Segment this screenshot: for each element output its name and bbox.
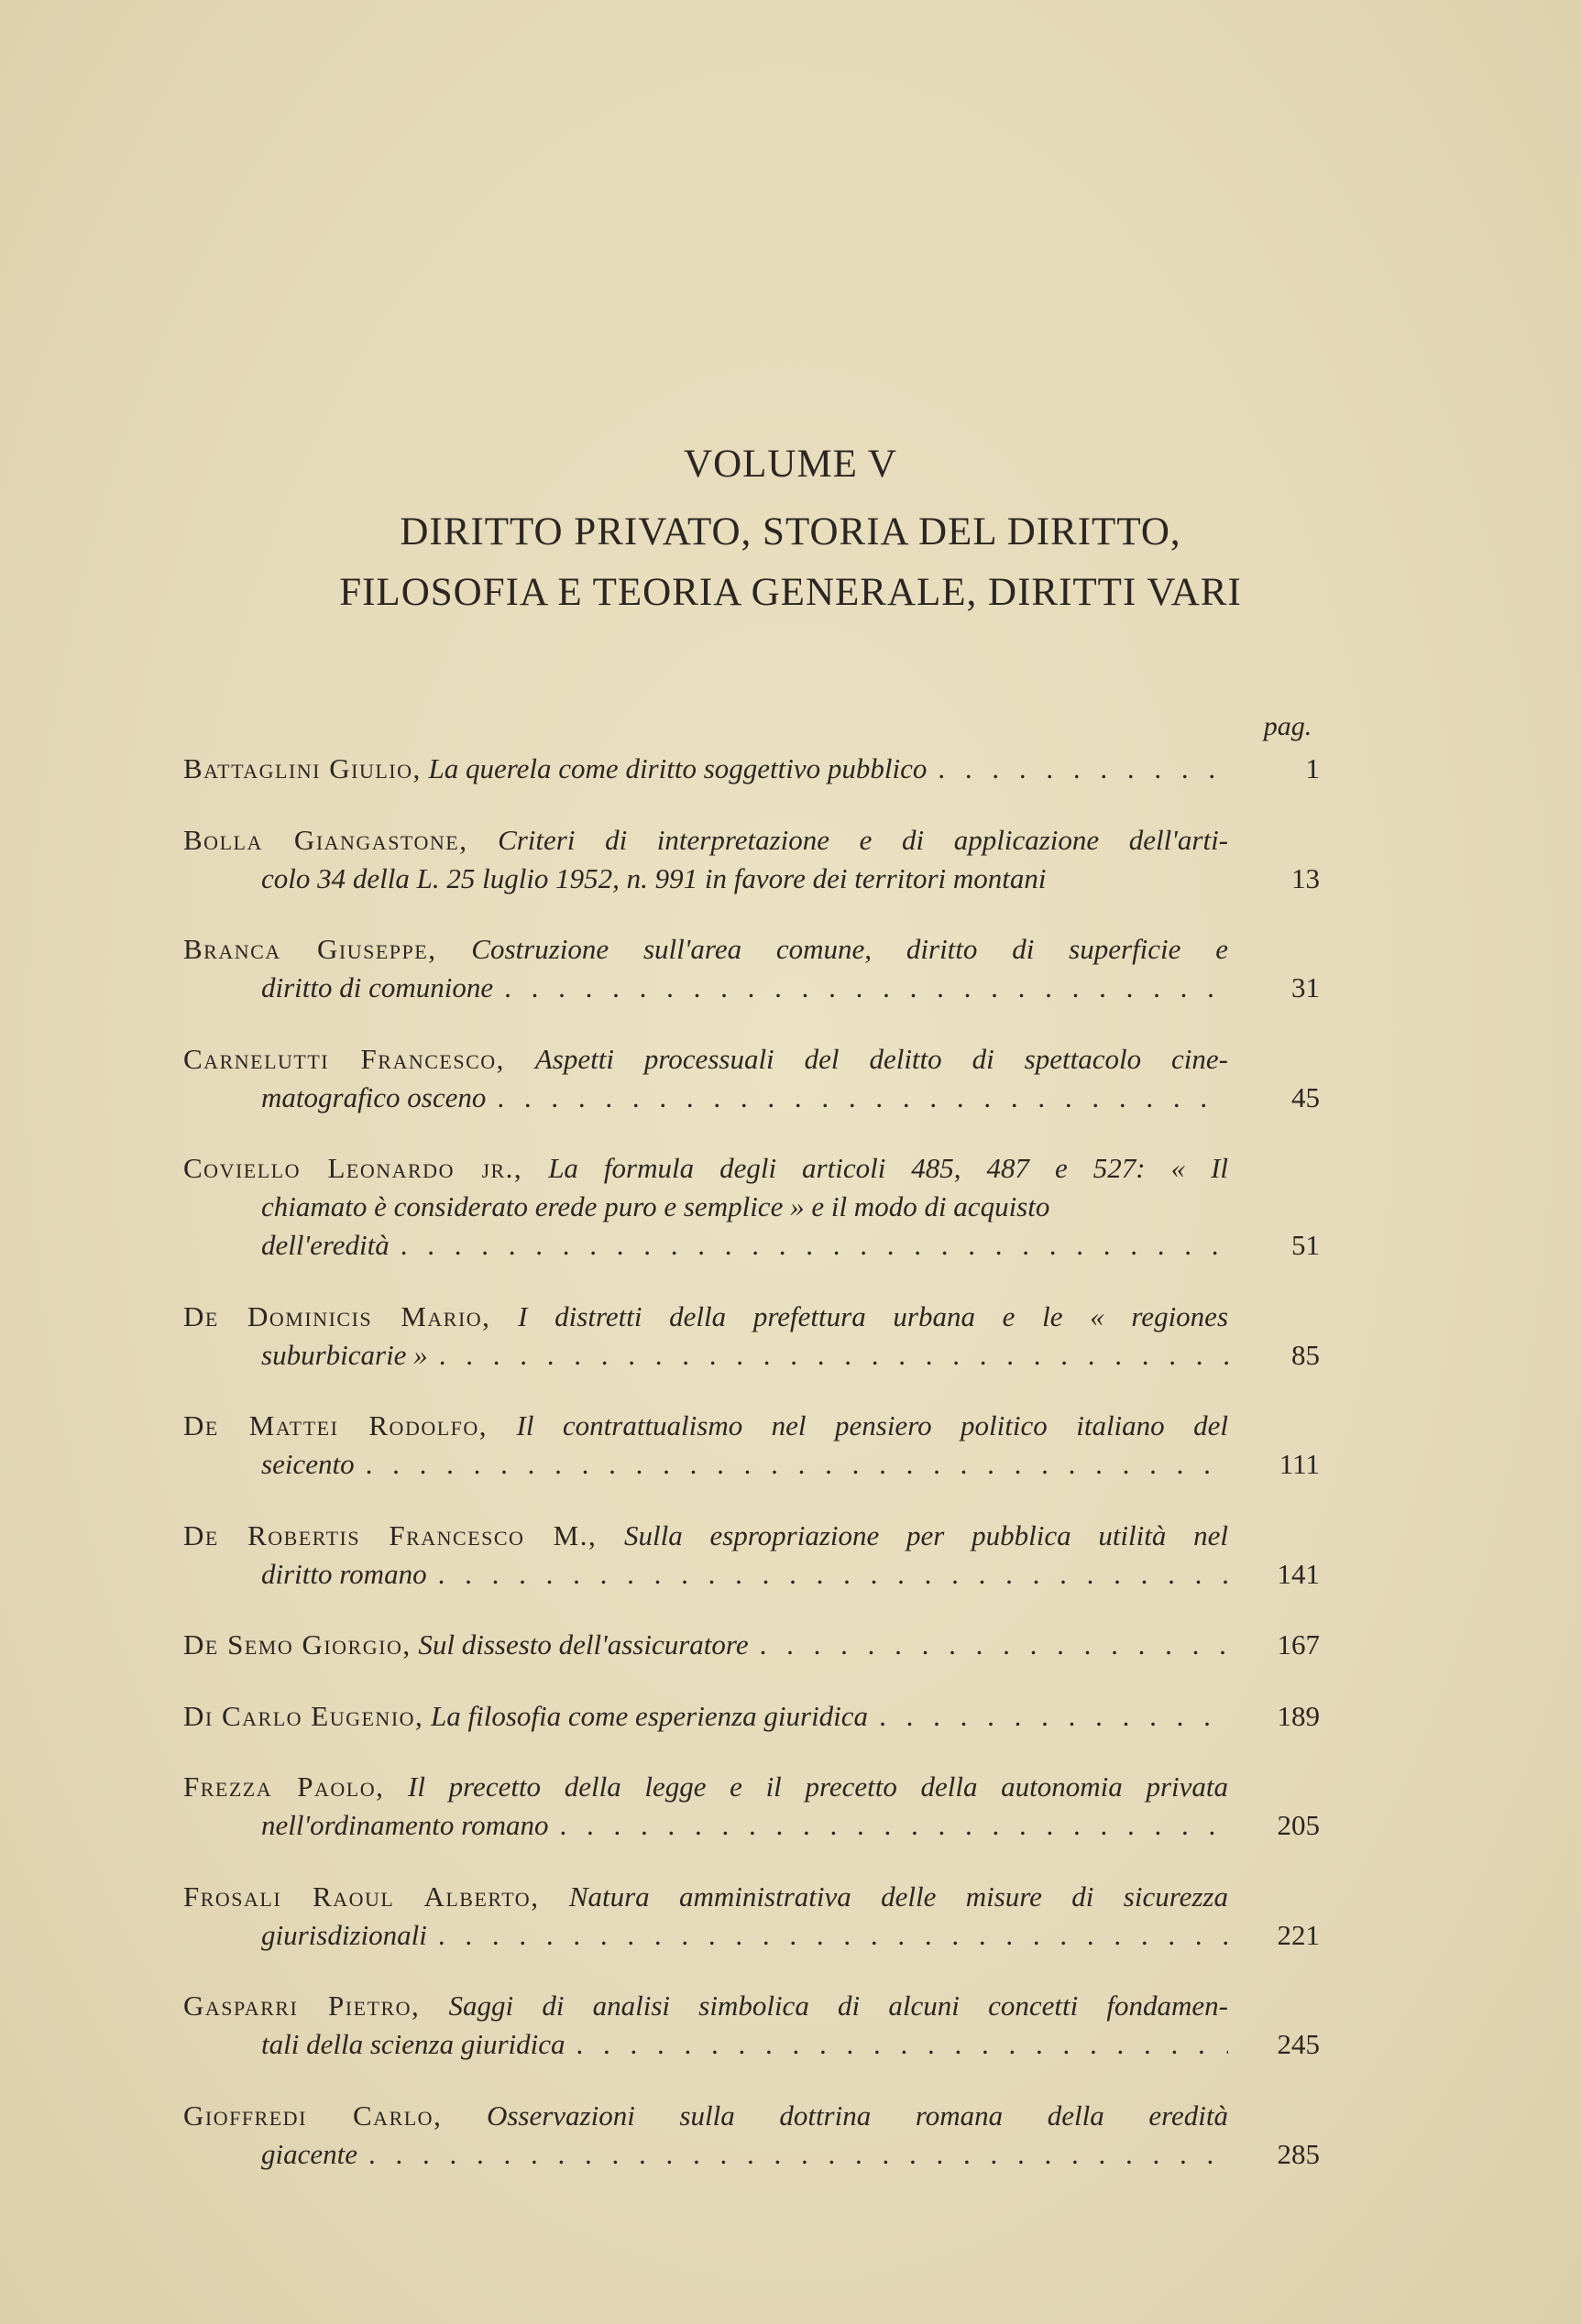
entry-author: De Dominicis Mario, xyxy=(183,1299,491,1332)
toc-entry xyxy=(183,1407,1320,1484)
entry-page-number: 45 xyxy=(1291,1080,1320,1113)
entry-title: La querela come diritto soggettivo pubblico xyxy=(428,752,928,784)
leader-dots xyxy=(428,1336,1228,1375)
entry-title-cont: suburbicarie » xyxy=(261,1338,428,1371)
volume-title-line-2: FILOSOFIA E TEORIA GENERALE, DIRITTI VARI xyxy=(339,571,1242,614)
entry-author: Branca Giuseppe, xyxy=(183,933,437,965)
toc-entry xyxy=(183,1040,1320,1117)
leader-dots xyxy=(565,2025,1229,2064)
entry-author: Gasparri Pietro, xyxy=(183,1990,421,2022)
toc-entry xyxy=(183,821,1320,898)
entry-title-cont: giacente xyxy=(261,2137,358,2170)
entry-title: I distretti della prefettura urbana e le « regiones xyxy=(518,1299,1229,1332)
toc-entry xyxy=(183,1987,1320,2064)
entry-title-cont: chiamato è considerato erede puro e semplice » e il modo di acquisto xyxy=(261,1190,1050,1222)
entry-title: Criteri di interpretazione e di applicazione dell'arti- xyxy=(498,823,1229,856)
entry-author: Gioffredi Carlo, xyxy=(183,2099,443,2132)
entry-title: Il precetto della legge e il precetto della autonomia privata xyxy=(408,1770,1228,1803)
entry-page-number: 205 xyxy=(1277,1809,1320,1841)
entry-title-cont: tali della scienza giuridica xyxy=(261,2028,565,2060)
leader-dots xyxy=(927,750,1228,788)
entry-title: La filosofia come esperienza giuridica xyxy=(431,1699,869,1732)
entry-author: Bolla Giangastone, xyxy=(183,823,468,856)
entry-title: Sul dissesto dell'assicuratore xyxy=(418,1628,749,1661)
entry-author: Frezza Paolo, xyxy=(183,1770,385,1803)
entry-author: De Robertis Francesco M., xyxy=(183,1518,598,1551)
entry-page-number: 51 xyxy=(1291,1229,1320,1261)
leader-dots xyxy=(427,1916,1228,1955)
entry-page-number: 221 xyxy=(1277,1918,1320,1951)
toc-entry xyxy=(183,1697,1320,1736)
entry-title-cont: colo 34 della L. 25 luglio 1952, n. 991 in favore dei territori montani xyxy=(261,861,1047,894)
entry-page-number: 167 xyxy=(1277,1628,1320,1661)
toc-entry xyxy=(183,1768,1320,1845)
entry-title: Saggi di analisi simbolica di alcuni concetti fondamen- xyxy=(448,1990,1228,2022)
table-of-contents xyxy=(183,750,1320,2206)
entry-title: Sulla espropriazione per pubblica utilità nel xyxy=(623,1518,1228,1551)
entry-author: De Mattei Rodolfo, xyxy=(183,1409,489,1442)
entry-title-cont: matografico osceno xyxy=(261,1080,487,1113)
entry-author: Frosali Raoul Alberto, xyxy=(183,1880,540,1913)
entry-title: Osservazioni sulla dottrina romana della eredità xyxy=(486,2099,1228,2132)
entry-author: Coviello Leonardo jr., xyxy=(183,1152,523,1184)
entry-author: De Semo Giorgio, xyxy=(183,1628,412,1661)
toc-entry xyxy=(183,1626,1320,1664)
entry-page-number: 245 xyxy=(1277,2028,1320,2060)
leader-dots xyxy=(749,1626,1228,1664)
leader-dots xyxy=(548,1806,1228,1845)
entry-page-number: 1 xyxy=(1305,752,1320,784)
entry-title: Natura amministrativa delle misure di sicurezza xyxy=(568,1880,1228,1913)
toc-entry xyxy=(183,750,1320,788)
toc-entry xyxy=(183,930,1320,1007)
leader-dots xyxy=(486,1079,1228,1117)
entry-title: La formula degli articoli 485, 487 e 527: « Il xyxy=(548,1152,1229,1184)
entry-page-number: 85 xyxy=(1291,1338,1320,1371)
toc-entry xyxy=(183,1517,1320,1594)
entry-page-number: 285 xyxy=(1277,2137,1320,2170)
leader-dots xyxy=(390,1226,1228,1265)
entry-page-number: 189 xyxy=(1277,1699,1320,1732)
toc-entry xyxy=(183,1298,1320,1375)
volume-title-line-1: DIRITTO PRIVATO, STORIA DEL DIRITTO, xyxy=(400,510,1181,554)
entry-page-number: 13 xyxy=(1291,861,1320,894)
toc-entry xyxy=(183,1878,1320,1955)
leader-dots xyxy=(357,2135,1228,2174)
leader-dots xyxy=(427,1555,1228,1594)
entry-title-cont: giurisdizionali xyxy=(261,1918,427,1951)
entry-author: Battaglini Giulio, xyxy=(183,752,422,784)
toc-entry xyxy=(183,2097,1320,2174)
entry-author: Di Carlo Eugenio, xyxy=(183,1699,424,1732)
page-column-label: pag. xyxy=(1263,711,1312,741)
leader-dots xyxy=(868,1697,1228,1736)
entry-page-number: 31 xyxy=(1291,971,1320,1003)
leader-dots xyxy=(355,1445,1228,1484)
entry-title: Costruzione sull'area comune, diritto di superficie e xyxy=(471,933,1229,965)
leader-dots xyxy=(493,969,1228,1007)
entry-title-cont: diritto romano xyxy=(261,1557,427,1590)
entry-title-cont: seicento xyxy=(261,1448,355,1480)
entry-title-cont: dell'eredità xyxy=(261,1229,390,1261)
entry-page-number: 111 xyxy=(1279,1448,1320,1480)
entry-page-number: 141 xyxy=(1277,1557,1320,1590)
entry-title-cont: diritto di comunione xyxy=(261,971,494,1003)
volume-heading: VOLUME V xyxy=(684,443,897,486)
entry-title: Il contrattualismo nel pensiero politico italiano del xyxy=(516,1409,1228,1442)
entry-title: Aspetti processuali del delitto di spettacolo cine- xyxy=(534,1042,1228,1075)
entry-author: Carnelutti Francesco, xyxy=(183,1042,505,1075)
toc-entry xyxy=(183,1149,1320,1265)
entry-title-cont: nell'ordinamento romano xyxy=(261,1809,549,1841)
